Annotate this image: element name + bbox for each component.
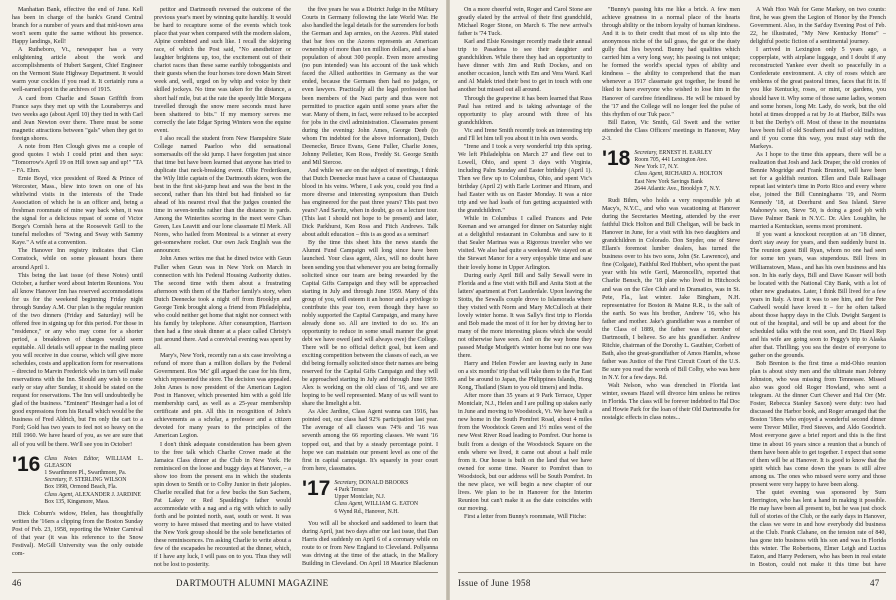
paragraph: Through the grapevine it has been learned that Russ Paul has retired and is taking advantage of the opportunity to play around with three of his grandchildren. — [458, 95, 592, 126]
paragraph: I also recall the student from New Hampshire State College named Paarloo who did sensational somersaults off the ski jump. I have forgotten just since that time but have been learned that anyone has tried to duplicate that neck-breaking event. Ollie Frederiksen, the Wily little captain of the Dartmouth skiers, won the best in the first ski-jump heat and was the best in the second, rather than his third but had finished so far ahead of his nearest rival that the judges counted the time in seven-tenths rather than the distance in yards. Among the Winterites scoring in the meet were Chan Green, Les Leavitt and our lone classmate El Merk. All Nores, who hailed from Montreal is a winner at every get-somewhere rocket. Our own Jack English was the announcer. — [154, 135, 291, 255]
paragraph: A Wah Hoo Wah for Gene Markey, on two counts: first, he was given the Legion of Honor by the French Government. Also, in the Sat'day Evening Post of Feb. 22, he illustrated, "My New Kentucky Home" – delightful poetic fiction of a sentimental journey. — [750, 7, 886, 46]
officer-line — [44, 477, 143, 484]
paragraph: While in Columbus I called Frances and Pete Keenan and we arranged for dinner on Saturday night at a delightful restaurant in Columbus and saw to it that Sealer Marinas was a Rigorous traveler who we visited. We also had quite a weekend. We stayed on at the Stewart Manor for a very enjoyable time and saw their lovely home in Upper Arlington. — [458, 216, 592, 271]
paragraph: "Bunny's passing hits me like a brick. A few men achieve greatness in a normal place of the hearts through ability or the inborn loyalty of human kindness. And it is to their credit that most of us slip into the anonymous niche of the tall grass, the gut or the dusty gully that lies beyond. Bunny had qualities which carried him a very long way; his passing is not unique; he formed the world's special types of ability and kindness – the ability to comprehend that the man whenever a 1917 classmate got together, he found he liked to have everyone who wished to lose him in the Hanover of carefree friendliness. He will be missed by the '17 and the College will no longer feel the pulse of this rhythm of our Tuk pace." — [602, 7, 740, 118]
paragraph: A note from Hen Clough gives me a couple of good quotes I wish I could print and then says: "Tomorrow's April 19 on Hill town sap and up!" "TA – FA. Ehrn. — [12, 143, 143, 174]
class-officers — [334, 479, 418, 516]
officer-line — [334, 501, 418, 508]
paragraph: Ernie Boyd, vice president of Reed & Prince of Worcester, Mass., blew into town on one of his whirlwind visits in the interests of the Trade Association of which he is an officer and, being a freshman roommate of mine way back when, it was the signal for a delicious repast of some of Victor Borge's Cornish hens at the Roosevelt Grill to the tuneful melodies of "Swing and Sway with Sammy Kaye." A wife at a convention. — [12, 175, 143, 247]
officer-role: Class Agent, — [44, 491, 74, 498]
left-column-2 — [154, 6, 291, 568]
officer-detail: New York 17, N.Y. — [634, 164, 679, 171]
right-column-1 — [458, 6, 592, 568]
paragraph: Vic and Irene Smith recently took an interesting trip and I'll let him tell you about it in his own words. — [458, 127, 592, 142]
class-heading — [602, 146, 740, 193]
paragraph: Bill Eaton, Vic Smith, Gil Swett and the writer attended the Class Officers' meetings in Hanover, May 2-3. — [602, 119, 740, 142]
paragraph: Bob Brenton is the first time a mid-Ohio reunion plan is about sixty men and the ultimate man Johnny Johnston, who was missing from Tennessee. Missed also was good old Roger Howland, who sent a telegram. At the dinner Curt Chever and Hal Orr (Mr. Foster, Rebecca Stanley Saxon) were duty: two had discussed the Harbor book, and Roger arranged that the Boston '18ers who enjoyed a wonderful second dinner were Trevor Miller, Fred Steeves, and Aldo Goodrich. Most everyone gave a brief report and this is the first time in about 16 years since a reunion that a bunch of them have been able to get together. I expect that some of them will be at Hanover. It is good to know that the spirit which has come down the years is still alive among us. The ones who missed were sorry and those present were very happy to have been along. — [750, 361, 886, 488]
officer-detail: 4 Park Terrace — [334, 486, 368, 493]
officer-line — [334, 487, 418, 494]
officer-detail: 2644 Atlantic Ave., Brooklyn 7, N.Y. — [634, 185, 721, 192]
paragraph: Karl and Elsie Kessinger recently made their annual trip to Pasadena to see their daughter and grandchildren. While there they had an opportunity to have dinner with Jim and Ruth Dockes, and on another occasion, lunch with Em and Vera Ward. Karl and Al Malek tried their best to get in touch with one another but missed out all around. — [458, 39, 592, 94]
officer-role: Secretary, — [44, 477, 68, 484]
officer-role: Class Agent, — [634, 171, 664, 178]
officer-line — [634, 150, 722, 157]
officer-line — [634, 164, 722, 171]
officer-detail: 1 Swarthmore Pl., Swarthmore, Pa. — [44, 469, 127, 476]
class-officers — [634, 149, 722, 193]
officer-detail: RICHARD A. HOLTON — [665, 171, 723, 178]
officer-line — [334, 494, 418, 501]
officer-line — [44, 484, 143, 491]
officer-line — [634, 157, 722, 164]
paragraph: I don't think adequate consideration has been given to the free talk which Charlie Crowe made at the Jamaica Class dinner at the Club in New York. He reminisced on the loose and buggy days at Hanover, – a show too from the present era in which the students spin down to Smith or to Colby Junior in their jalopies. Charlie recalled that for a few bucks the Sun Sachem, Pat Lakey or Red Spaulding's father would accommodate with a nag and a rig with which to sally forth and be pointed north, east, south or west. It was worry to have missed that meeting and to have visited the New York group should be the sole beneficiaries of these reminiscences. I'm asking Charlie to write about a few of the escapades he recounted at the dinner, which, if I have any luck, I will pass on to you. Thus they will not be lost to posterity. — [154, 441, 291, 568]
class-year: '16 — [12, 452, 41, 476]
officer-role: Class Notes Editor, — [44, 455, 100, 462]
officer-line — [44, 492, 143, 499]
right-column-3 — [750, 6, 886, 568]
paragraph: As I hope to the time this appears, there will be a realization that Josh and Jack Draper, the old cronies of Bennie Mogridge and Frank Brunton, will have been set for a goldfish reunion. Ellen and Dale Rallisage repeat last winter's time in Porto Rico and every where else, joined the Bill Cunninghams '19, and Norm Kennedy '18, at Deerhurst and Sea Island. Steve Mahoney's son, Steve '50, is doing a good job with Dave Palmer Bank in N.Y.C. Dr. Alex Loughlin, he married a Kentuckian, seems most prominent. — [750, 151, 886, 231]
paragraph: The quiet evening was sponsored by Sum Herrington, who has lent a hand in making it possible. He may have been all present to, but he was just chock full of stories of the Club, or the early days in Hanover, the class we were in and how everybody did business at the Club. Frank Clahane, on the tension rate of 840, has gone into business with his son and was in Florida this winter. The Robertsons, Elmer Leigh and Lucius Eaton, and Harry Pedersen, who has been in real estate in Boston, could not make it this time but have — [750, 489, 886, 568]
paragraph: If you want a knockout reception at an '18 dinner, don't stay away for years, and then suddenly burst in. The reunion guest Bill Ryan, whom no one had seen for some ten years, was stupendous. Bill lives in Williamstown, Mass., and has his own business and his son. In his early days, Bill and Dave Kasser will both be located with the National City Bank, with a lot of other new graduates. Later, I think Bill lived for a few years in Italy. A treat it was to see him, and for Pete Cadwell would have loved it – for he often talked about those happy days in the Club. Dwight Sargent is out of the hospital, and will be up and about for the scheduled talks with the rest soon, and Dr. Hazel Rep and his wife are going soon to Peggy's trip to Alaska after that. Thrilling; you sea the desire of everyone to gather on the grounds. — [750, 232, 886, 360]
paragraph: This being the last issue (of these Notes) until October, a further word about Interim Reunions. You all know Hanover Inn has reserved accommodations for us for the weekend beginning Friday night through Sunday A.M. Our plan is the regular reunion of the two dinners (Friday and Saturday) will be offered free in signing up for this period. For those in "residence," or any who may come for a shorter period, a breakdown of charges would seem equitable. All details will appear in the mailing piece you will receive in due course, which will give more schedules, costs and application form for reservations – directed to Marvin Frederick who in turn will make reservations with the Inn. Should any wish to come early or stay after Sunday, it should be stated on the request for reservations. The Inn will undoubtedly be glad of the business. "Eminent" Hesinger had a lot of good expressions from his Rexall which would be the business of Fred Aldrich, but I'm only the cart to a Ford; Gold has two years to feel not so heavy on the Hill 1960. We have heard of you, as we are sure that all of you will be there. We'll see you in October! — [12, 272, 143, 448]
officer-detail: 6 Wynd Rd., Hanover, N.H. — [334, 508, 399, 515]
officer-role: Class Agent, — [334, 501, 364, 508]
page-number: 47 — [870, 578, 880, 588]
officer-detail: Box 135, Kingsmore, Mass. — [44, 498, 110, 505]
officer-detail: East New York Savings Bank — [634, 178, 703, 185]
left-page — [0, 0, 446, 600]
class-year: '17 — [302, 476, 331, 500]
paragraph: A Rutheboro, Vt., newspaper has a very enlightening article about the work and accomplishments of Hubert Sargent, Chief Engineer on the Vermont State Highway Department. It would warm your cockles if you read it. It certainly runs a well-earned spot in the archives of 1915. — [12, 47, 143, 94]
officer-line — [634, 179, 722, 186]
paragraph: By the time this sheet hits the news stands the Alumni Fund Campaign will long since have been launched. Your class agent, Alex, will no doubt have been sending you that whenever you are being formally solicited since our team are being rewarded by the Capital Gifts Campaign and they will be approached starting in July and through June 1959. Many of this group of you, will esteem it an honor and a privilege to contribute this year too, even though they have so nobly supported the Capital Campaign, and many have already done so. All are invited to do so. It's an opportunity to reduce in some small manner the great debt we have owed (and will always owe) the College. There will be no official deficit goal, but keen and exciting competition between the classes of each, as we did being formally solicited since their names are being reserved for the Capital Gifts Campaign and they will be approached starting in July and through June 1959. Alex is working on the old class of '16, and we are hoping to be well represented. Many of us will want to share the limelight a bit. — [302, 240, 438, 408]
officer-detail: Room 705, 441 Lexington Ave. — [634, 157, 708, 163]
class-year: '18 — [602, 146, 631, 170]
paragraph: The Hanover Inn registry indicates that Clan Comstock, while on some pleasant hours there around April 1. — [12, 248, 143, 271]
class-heading — [302, 476, 438, 516]
officer-role: Secretary, — [634, 149, 658, 156]
officer-detail: ERNEST H. EARLEY — [658, 149, 713, 156]
paragraph: After more than 35 years at 9 Park Terrace, Upper Montclair, N.J., Helen and I are pulling up stakes early in June and moving to Woodstock, Vt. We have built a new home in the South Pomfret Road, about 4 miles from the Woodstock Green and 1½ miles west of the new West River Road leading to Pomfret. Our home is built from a design of the Woodstock Square on the ends where we lived, it came out about a half mile from it. Our house is built on the land that we have owned for some time. Nearer to Pomfret than to Woodstock, but our address will be South Pomfret. In the new place, we will begin a new chapter of our lives. We plan to be in Hanover for the Interim Reunion but can't make it as the date coincides with our moving. — [458, 393, 592, 512]
paragraph: As Alec Jardine, Class Agent wanna can 1916, has pointed out, our class had 92% participation last year. The average of all classes was 74% and '16 was seventh among the 66 reporting classes. We want '16 topped out, and that by a steady percentage point. I hope we can maintain our present level as one of the first in capital campaign. It's squarely in your court from here, classmates. — [302, 409, 438, 472]
class-officers — [44, 455, 143, 506]
officer-detail: Box 1998, Ormond Beach, Fla. — [44, 484, 117, 491]
paragraph: I arrived in Lexington only 5 years ago, a copperplate, with airplane luggage, and I doubt if any reconstructed Yankee ever dwelt so peacefully in a Confederate environment. A city of roses which are emblems of the great pastoral times, faces that fit in. If you like Kentucky, roses, or mint, or gardens, you should have it. Why some of those same ladies, women and some horses, long Mr. Lady, do work, but the old hotel at times dropped a rat by Jo at Harbor, Bill's was it but the Derby's off. Most of these in the mountains have been full of old Southern and full of old tradition, and if you come this way, you must stay with the Markeys. — [750, 47, 886, 150]
paragraph: petitor and Dartmouth reversed the outcome of the previous year's meet by winning quite handily. It would be hard to recapture some of the events which took place that year when compared with the modern slalom, Alpine combined and such like. I recall the skijoring race, of which the Post said, "No anesthetizer or laughter brightens up, too, the excitement out of their chariot races than these same earthly tobogganists and their guests when the four horses tore down Main Street week and, well, urged on by whip and voice by their skilled jockeys. No time was taken for the distance, a short half mile, but at the rate the speedy little Morgans travelled through the snow mere seconds must have been shattered to bits." If my memory serves me correctly the late Edgar Spring Winters won the equine event. — [154, 7, 291, 134]
right-page — [450, 0, 896, 600]
paragraph: Rudi Bihm, who holds a very responsible job at Macy's, N.Y.C., and who was vacationing at Hanover during the Secretaries Meeting, attended by the ever faithful Dick Holton and Bill Cheligan, will be back in Hanover in June, for a visit with his two daughters and grandchildren in Colorado. Don Snyder, one of Steve Ellam's foremost lumber dealers, has turned the business over to his two sons, John (Sr. Lawrence), and fine (Colgate), Faithful Red Hubbert, who spent the past year with his wife Gertl, Maroncelli's, reported that Charlie Bensch, the '18 plate who lived in Hitchcock and was on the Glee Club and in Dramatics, was in St. Pete, Fla., last winter. Jake Bingham, N.H. representative for Boston & Maine R.R., is the salt of the earth. So was his brother, Andrew '16, who his father and mother. Jake's grandfather was a member of the Class of 1889, the father was a member of Dartmouth, I believe. So are his grandfather. Andrew Ritchie, chairman of the Dorothy L. Gauthier, Corbett of Bath, also the great-grandfather of Amos Hamlin, whose father was Justice of the First Circuit Court of the U.S. Be sure you read the words of Bill Colby, who was here in N.Y. for a few days. Rd. — [602, 198, 740, 382]
officer-detail: DONALD BROOKS — [358, 479, 409, 486]
paragraph: Manhattan Bank, effective the end of June. Kell has been in charge of the bank's Grand Central branch for a number of years and that mid-town area won't seem quite the same without his presence. Happy landings, Kell! — [12, 7, 143, 46]
officer-line — [334, 480, 418, 487]
paragraph: John Ames writes me that he dined twice with Geun Fuller when Geun was in New York on March in connection with his Federal Housing Authority duties. The second time with them about a frustrating afternoon with them of the Harbor family's story, when Dutch Deenecke took a night off from Brooklyn and George Tenk brought along a friend from Philadelphia, who could neither get home that night nor connect with his family by telephone. After consumption, Harrison then had a fine steak dinner at a place called Christy's just around there. And a convivial evening was spent by all. — [154, 256, 291, 351]
paragraph: And while we are on the subject of meetings, I think that Dutch Deenecke must have a cause of Chautauqua blood in his veins. Where, I ask you, could you find a more diverse and interesting symposium than Dutch has engineered for the past three years? This past two years? And Savitz, when in doubt, go on a lecture tour. (This last I should not hope to be present) and later, Dick Parkhurst, Ken Ross and Fitch Andrews. Talk about adult education – this is as good as a seminar! — [302, 167, 438, 239]
paragraph: You will all be shocked and saddened to learn that during April, just two days after our last issue, that Dan Harris died suddenly on April 6 of a coronary while on route to or from New England to Cleveland. Pollyanna was driving at the time of the attack, in the Mallory Building in Cleveland. On April 18 Maurice Blackmun — [302, 520, 438, 567]
officer-detail: WILLIAM G. EATON — [364, 501, 419, 508]
footer-rule — [458, 572, 886, 573]
paragraph: Harry and Helen Fowler are leaving early in June on a six months' trip that will take them to the Far East and be around to Japan, the Philippines Islands, Hong Kong, Thailand (Siam to you old timers) and India. — [458, 361, 592, 392]
magazine-title: DARTMOUTH ALUMNI MAGAZINE — [176, 578, 329, 588]
left-column-3 — [302, 6, 438, 568]
page-number: 46 — [12, 578, 22, 588]
paragraph: Walt Nelson, who was drenched in Florida last winter, swears Hazel will divorce him unless he retires in Florida. The class will be forever indebted to Hal Doc and Howie Park for the loan of their Old Dartmouths for nostalgic effects in class notes... — [602, 383, 740, 422]
paragraph: Mary's, New York, recently ran a six case involving a refund of more than a million dollars by the Federal Government. Ros 'Mc' gill argued the case for his firm, which represented the store. The decision was appealed. John Ames is now president of the American Legion Post in Hanover, which presented him with a gold life membership card, as well as a 25-year membership certificate and pin. All this in recognition of John's achievements as a scholar, a professor and a citizen devoted for many years to the principles of the American Legion. — [154, 353, 291, 440]
paragraph: the five years he was a District Judge in the Military Courts in Germany following the late World War. He also handled the legal details for the surrenders for both the German and Jap armies, on the Azores. Phil stated that bar fees on the Azores represents an American ownership of more than ten million dollars, and a base population of about 300 people. Even more arresting (no pun intended) was his account of the task which faced the Allied authorities in Germany as the war ended, because the Germans then had no judges, or even lawyers. Practically all the legal profession had been members of the Nazi party and thus were not permitted to practice again until some years after the war. Many of them, in fact, were refused to be accepted for jobs in the civil administration. Classmates present during the evening: John Ames, George Deeb (to whom I'm indebted for the above information), Dutch Deenecke, Bruce Evans, Gene Fuller, Charlie Jones, Johnny Pelletier, Ken Ross, Freddy St. George Smith and Mil Siercoe. — [302, 7, 438, 166]
issue-date: Issue of June 1958 — [458, 578, 531, 588]
paragraph: During early April Bill and Sally Sewall were in Florida and a fine visit with Bill and Anita Stott at the latters' apartment at Fort Lauderdale. Upon leaving the Stotts, the Sewalls couple drove to Islamorada where they visited with Norm and Mary McCulloch at their lovely winter home. It was Sally's first trip to Florida and Bob made the most of it for her by driving her to many of the more interesting places which she would not otherwise have seen. And on the way home they passed Mudge Mudgett's winter home but no one was there. — [458, 272, 592, 360]
officer-line — [634, 186, 722, 193]
paragraph: Dick Coburn's widow, Helen, has thoughtfully written the '16ers a clipping from the Boston Sunday Post of Feb. 23, 1958, reporting the Winter Carnival of that year (it was his reference to the Snow Festival). McGill University was the only outside com- — [12, 511, 143, 558]
officer-line — [44, 470, 143, 477]
paragraph: On a more cheerful vein, Roger and Carol Stone are greatly elated by the arrival of their first grandchild, Michael Roger Stone, on March 6. The new arrival's father is '74 Tuck. — [458, 7, 592, 38]
officer-line — [334, 509, 418, 516]
officer-line — [44, 456, 143, 470]
officer-detail: WILLIAM L. GLEASON — [44, 455, 143, 469]
officer-detail: Upper Montclair, N.J. — [334, 494, 386, 501]
officer-role: Secretary, — [334, 479, 358, 486]
left-column-1 — [12, 6, 143, 568]
right-column-2 — [602, 6, 740, 568]
officer-detail: ALEXANDER J. JARDINE — [74, 491, 141, 498]
officer-line — [634, 171, 722, 178]
footer-rule — [12, 572, 438, 573]
paragraph: A card from Charlie and Susan Griffith from France says they met up with the Lounsberrys and two weeks ago (about April 10) they tied in with Carl and Jean Newton over there. There must be some magnetic attractions between "gals" when they get to foreign shores. — [12, 95, 143, 142]
officer-line — [44, 499, 143, 506]
paragraph: "Irene and I took a very wonderful trip this spring. We left Philadelphia on March 27 and flew out to Lowell, Ohio, and spent 3 days with Virginia, including Palm Sunday and Easter birthday (April 1). Then we flew up to Columbus, Ohio, and spent Vic's birthday (April 2) with Earle Lorimer and Hiram, and had Easter with us on Easter Monday. It was a nice trip and we had loads of fun getting acquainted with the grandchildren." — [458, 143, 592, 215]
officer-detail: F. STERLING WILSON — [68, 477, 127, 484]
class-heading — [12, 452, 143, 506]
paragraph: First a letter from Bunny's roommate, Will Fitche: — [464, 513, 587, 520]
